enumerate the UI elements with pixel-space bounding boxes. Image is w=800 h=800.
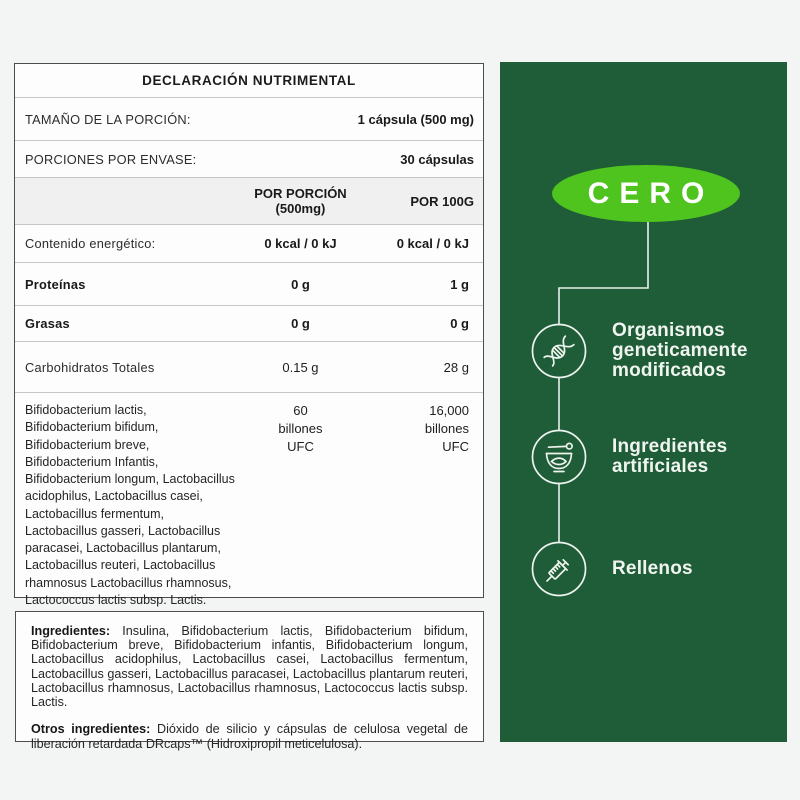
carbs-per-serving: 0.15 g	[282, 359, 319, 375]
dna-icon	[537, 329, 581, 373]
serving-size-value: 1 cápsula (500 mg)	[357, 111, 474, 127]
energy-per-100g: 0 kcal / 0 kJ	[396, 236, 469, 251]
table-title: DECLARACIÓN NUTRIMENTAL	[142, 73, 356, 88]
serving-size-label: TAMAÑO DE LA PORCIÓN:	[25, 111, 191, 127]
probiotic-strains-list: Bifidobacterium lactis, Bifidobacterium bifidum, Bifidobacterium breve, Bifidobacterium Infantis, Bifidobacterium longum, Lactobacillus acidophilus, Lactobacillus casei, Lactobacillus fermentum, Lactobacillus gasseri, Lactobacillus paracasei, Lactobacillus plantarum, Lactobacillus reuteri, Lactobacillus rhamnosus Lactobacillus rhamnosus, Lactococcus lactis subsp. Lactis.	[25, 403, 235, 607]
table-row-probiotics	[15, 392, 483, 607]
ingredients-box	[15, 611, 484, 751]
table-title-row	[15, 64, 483, 97]
table-row-fat	[15, 305, 483, 341]
connector-lines	[500, 62, 787, 742]
fat-per-serving: 0 g	[291, 316, 310, 331]
servings-per-container-label: PORCIONES POR ENVASE:	[25, 151, 197, 167]
fat-label: Grasas	[25, 316, 70, 331]
bowl-spoon-icon	[537, 435, 581, 479]
other-ingredients-text: Dióxido de silicio y cápsulas de celulosa vegetal de liberación retardada DRcaps™ (Hidroxipropil meticelulosa).	[31, 722, 468, 751]
serving-size-row	[15, 97, 483, 140]
cero-badge-text: CERO	[587, 176, 715, 210]
protein-per-100g: 1 g	[450, 276, 469, 292]
probiotics-per-serving: 60 billones UFC	[278, 403, 323, 454]
zero-claims-panel	[500, 62, 787, 742]
energy-per-serving: 0 kcal / 0 kJ	[264, 236, 337, 251]
other-ingredients-label: Otros ingredientes:	[31, 722, 151, 737]
cero-badge	[552, 165, 740, 222]
table-row-energy	[15, 224, 483, 262]
protein-per-serving: 0 g	[291, 276, 310, 292]
ingredients-text: Insulina, Bifidobacterium lactis, Bifidobacterium bifidum, Bifidobacterium breve, Bifidobacterium infantis, Bifidobacterium longum, Lactobacillus acidophilus, Lactobacillus casei, Lactobacillus fermentum, Lactobacillus gasseri, Lactobacillus paracasei, Lactobacillus plantarum reuteri, Lactobacillus rhamnosus, Lactobacillus rhamnosus, Lactococcus lactis subsp. Lactis.	[31, 624, 468, 710]
probiotics-per-100g: 16,000 billones UFC	[424, 403, 469, 454]
per-100g-column-header: POR 100G	[410, 193, 474, 209]
zero-item-artificial-label: Ingredientes artificiales	[612, 436, 728, 477]
ingredients-label: Ingredientes:	[31, 624, 111, 638]
zero-item-fillers-label: Rellenos	[612, 558, 693, 579]
nutrition-facts-table	[14, 63, 484, 607]
carbs-per-100g: 28 g	[443, 359, 469, 375]
table-row-carbs	[15, 341, 483, 392]
zero-item-gmo-label: Organismos geneticamente modificados	[612, 320, 748, 381]
protein-label: Proteínas	[25, 276, 86, 292]
carbs-label: Carbohidratos Totales	[25, 359, 155, 375]
energy-label: Contenido energético:	[25, 236, 156, 251]
per-serving-column-header: POR PORCIÓN (500mg)	[254, 186, 347, 216]
table-row-protein	[15, 262, 483, 305]
other-ingredients-paragraph	[31, 722, 468, 750]
syringe-icon	[537, 547, 581, 591]
fat-per-100g: 0 g	[450, 316, 469, 331]
servings-per-container-row	[15, 140, 483, 177]
column-header-row	[15, 177, 483, 224]
ingredients-paragraph	[31, 624, 468, 709]
servings-per-container-value: 30 cápsulas	[400, 151, 474, 167]
